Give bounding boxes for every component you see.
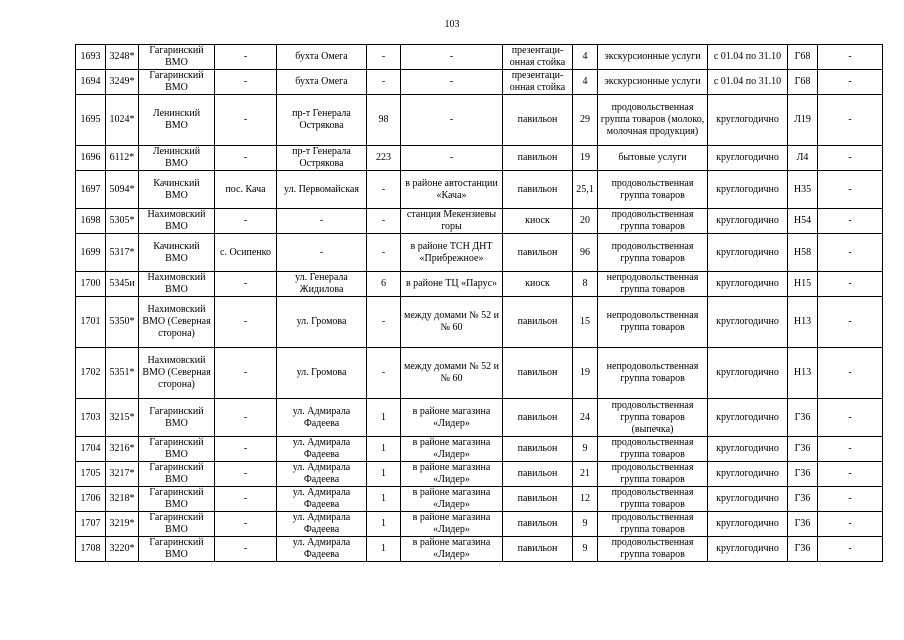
- cell-object-type: павильон: [503, 487, 573, 512]
- cell-code: 3219*: [106, 512, 139, 537]
- cell-landmark: станция Мекензиевы горы: [401, 209, 503, 234]
- cell-specialization: продовольственная группа товаров: [598, 234, 708, 272]
- cell-district: Нахимовский ВМО: [139, 272, 215, 297]
- cell-specialization: экскурсионные услуги: [598, 45, 708, 70]
- cell-object-type: павильон: [503, 512, 573, 537]
- cell-specialization: продовольственная группа товаров: [598, 512, 708, 537]
- table-row: [76, 234, 883, 272]
- cell-street: -: [277, 209, 367, 234]
- cell-code: 5317*: [106, 234, 139, 272]
- cell-code: 6112*: [106, 146, 139, 171]
- cell-code: 3248*: [106, 45, 139, 70]
- cell-note: -: [818, 70, 883, 95]
- cell-landmark: в районе магазина «Лидер»: [401, 537, 503, 562]
- cell-settlement: -: [215, 348, 277, 399]
- cell-scheme: Н58: [788, 234, 818, 272]
- cell-period: круглогодично: [708, 171, 788, 209]
- cell-period: круглогодично: [708, 272, 788, 297]
- cell-settlement: -: [215, 462, 277, 487]
- table-row: [76, 297, 883, 348]
- cell-code: 5350*: [106, 297, 139, 348]
- cell-district: Гагаринский ВМО: [139, 537, 215, 562]
- cell-settlement: -: [215, 146, 277, 171]
- cell-note: -: [818, 146, 883, 171]
- cell-house: 1: [367, 462, 401, 487]
- cell-scheme: Г36: [788, 399, 818, 437]
- cell-specialization: продовольственная группа товаров: [598, 437, 708, 462]
- cell-area: 19: [573, 348, 598, 399]
- cell-area: 19: [573, 146, 598, 171]
- cell-period: с 01.04 по 31.10: [708, 45, 788, 70]
- cell-specialization: продовольственная группа товаров: [598, 537, 708, 562]
- cell-street: ул. Громова: [277, 297, 367, 348]
- cell-settlement: -: [215, 512, 277, 537]
- cell-area: 4: [573, 70, 598, 95]
- cell-street: пр-т Генерала Острякова: [277, 95, 367, 146]
- cell-num: 1703: [76, 399, 106, 437]
- cell-specialization: продовольственная группа товаров: [598, 171, 708, 209]
- cell-house: -: [367, 209, 401, 234]
- cell-landmark: в районе ТСН ДНТ «Прибрежное»: [401, 234, 503, 272]
- cell-district: Качинский ВМО: [139, 234, 215, 272]
- cell-code: 3215*: [106, 399, 139, 437]
- cell-object-type: павильон: [503, 146, 573, 171]
- cell-settlement: -: [215, 70, 277, 95]
- table-row: [76, 348, 883, 399]
- cell-settlement: -: [215, 209, 277, 234]
- table-row: [76, 399, 883, 437]
- cell-house: 1: [367, 399, 401, 437]
- cell-num: 1694: [76, 70, 106, 95]
- cell-num: 1700: [76, 272, 106, 297]
- cell-period: с 01.04 по 31.10: [708, 70, 788, 95]
- cell-house: -: [367, 348, 401, 399]
- cell-object-type: киоск: [503, 209, 573, 234]
- cell-note: -: [818, 437, 883, 462]
- cell-landmark: в районе магазина «Лидер»: [401, 512, 503, 537]
- cell-area: 15: [573, 297, 598, 348]
- cell-landmark: в районе ТЦ «Парус»: [401, 272, 503, 297]
- cell-district: Нахимовский ВМО (Северная сторона): [139, 297, 215, 348]
- cell-district: Гагаринский ВМО: [139, 462, 215, 487]
- table-row: [76, 70, 883, 95]
- cell-period: круглогодично: [708, 512, 788, 537]
- cell-num: 1693: [76, 45, 106, 70]
- cell-note: -: [818, 272, 883, 297]
- cell-district: Гагаринский ВМО: [139, 70, 215, 95]
- cell-house: 98: [367, 95, 401, 146]
- cell-street: ул. Адмирала Фадеева: [277, 437, 367, 462]
- cell-scheme: Л4: [788, 146, 818, 171]
- cell-note: -: [818, 399, 883, 437]
- cell-street: пр-т Генерала Острякова: [277, 146, 367, 171]
- cell-house: -: [367, 70, 401, 95]
- cell-landmark: -: [401, 70, 503, 95]
- cell-object-type: павильон: [503, 537, 573, 562]
- cell-specialization: продовольственная группа товаров (молоко, молочная продукция): [598, 95, 708, 146]
- table-row: [76, 209, 883, 234]
- cell-code: 5345и: [106, 272, 139, 297]
- cell-street: ул. Громова: [277, 348, 367, 399]
- table-row: [76, 171, 883, 209]
- table-row: [76, 512, 883, 537]
- cell-specialization: продовольственная группа товаров: [598, 462, 708, 487]
- cell-code: 5094*: [106, 171, 139, 209]
- cell-specialization: непродовольственная группа товаров: [598, 272, 708, 297]
- cell-scheme: Г36: [788, 437, 818, 462]
- cell-object-type: павильон: [503, 297, 573, 348]
- cell-period: круглогодично: [708, 462, 788, 487]
- cell-object-type: павильон: [503, 437, 573, 462]
- cell-period: круглогодично: [708, 487, 788, 512]
- cell-object-type: презентаци-онная стойка: [503, 70, 573, 95]
- cell-note: -: [818, 234, 883, 272]
- cell-district: Гагаринский ВМО: [139, 437, 215, 462]
- cell-period: круглогодично: [708, 234, 788, 272]
- cell-code: 3216*: [106, 437, 139, 462]
- cell-district: Ленинский ВМО: [139, 95, 215, 146]
- cell-house: 1: [367, 437, 401, 462]
- table-row: [76, 146, 883, 171]
- cell-num: 1706: [76, 487, 106, 512]
- cell-settlement: -: [215, 45, 277, 70]
- cell-house: 6: [367, 272, 401, 297]
- cell-house: 223: [367, 146, 401, 171]
- cell-num: 1702: [76, 348, 106, 399]
- cell-scheme: Г36: [788, 487, 818, 512]
- cell-district: Гагаринский ВМО: [139, 45, 215, 70]
- cell-specialization: продовольственная группа товаров (выпечка): [598, 399, 708, 437]
- cell-street: бухта Омега: [277, 45, 367, 70]
- cell-settlement: с. Осипенко: [215, 234, 277, 272]
- cell-note: -: [818, 209, 883, 234]
- cell-num: 1708: [76, 537, 106, 562]
- cell-code: 5305*: [106, 209, 139, 234]
- table-row: [76, 437, 883, 462]
- cell-code: 5351*: [106, 348, 139, 399]
- cell-area: 9: [573, 512, 598, 537]
- cell-area: 29: [573, 95, 598, 146]
- cell-area: 20: [573, 209, 598, 234]
- cell-house: -: [367, 171, 401, 209]
- cell-note: -: [818, 462, 883, 487]
- table-row: [76, 95, 883, 146]
- cell-period: круглогодично: [708, 95, 788, 146]
- registry-table: [75, 44, 883, 562]
- cell-period: круглогодично: [708, 537, 788, 562]
- cell-num: 1707: [76, 512, 106, 537]
- cell-house: -: [367, 234, 401, 272]
- cell-note: -: [818, 487, 883, 512]
- cell-period: круглогодично: [708, 297, 788, 348]
- cell-area: 21: [573, 462, 598, 487]
- cell-note: -: [818, 512, 883, 537]
- cell-house: -: [367, 45, 401, 70]
- cell-scheme: Г68: [788, 45, 818, 70]
- cell-scheme: Г36: [788, 537, 818, 562]
- cell-object-type: павильон: [503, 399, 573, 437]
- cell-street: бухта Омега: [277, 70, 367, 95]
- cell-period: круглогодично: [708, 146, 788, 171]
- cell-object-type: киоск: [503, 272, 573, 297]
- cell-district: Гагаринский ВМО: [139, 399, 215, 437]
- cell-settlement: -: [215, 487, 277, 512]
- cell-street: ул. Адмирала Фадеева: [277, 399, 367, 437]
- cell-object-type: павильон: [503, 348, 573, 399]
- cell-note: -: [818, 537, 883, 562]
- cell-street: ул. Генерала Жидилова: [277, 272, 367, 297]
- cell-object-type: павильон: [503, 171, 573, 209]
- cell-district: Гагаринский ВМО: [139, 512, 215, 537]
- cell-street: ул. Адмирала Фадеева: [277, 487, 367, 512]
- cell-scheme: Н35: [788, 171, 818, 209]
- cell-landmark: в районе магазина «Лидер»: [401, 487, 503, 512]
- cell-house: 1: [367, 487, 401, 512]
- cell-area: 96: [573, 234, 598, 272]
- cell-scheme: Г68: [788, 70, 818, 95]
- cell-specialization: экскурсионные услуги: [598, 70, 708, 95]
- cell-period: круглогодично: [708, 209, 788, 234]
- cell-landmark: -: [401, 45, 503, 70]
- cell-landmark: между домами № 52 и № 60: [401, 297, 503, 348]
- cell-scheme: Н15: [788, 272, 818, 297]
- cell-object-type: павильон: [503, 95, 573, 146]
- cell-area: 4: [573, 45, 598, 70]
- cell-object-type: павильон: [503, 234, 573, 272]
- cell-street: -: [277, 234, 367, 272]
- cell-specialization: непродовольственная группа товаров: [598, 348, 708, 399]
- cell-object-type: павильон: [503, 462, 573, 487]
- cell-landmark: -: [401, 146, 503, 171]
- cell-note: -: [818, 95, 883, 146]
- cell-num: 1698: [76, 209, 106, 234]
- table-row: [76, 272, 883, 297]
- cell-scheme: Г36: [788, 462, 818, 487]
- cell-street: ул. Адмирала Фадеева: [277, 537, 367, 562]
- cell-street: ул. Первомайская: [277, 171, 367, 209]
- cell-settlement: -: [215, 399, 277, 437]
- cell-settlement: пос. Кача: [215, 171, 277, 209]
- cell-specialization: непродовольственная группа товаров: [598, 297, 708, 348]
- cell-settlement: -: [215, 95, 277, 146]
- table-row: [76, 487, 883, 512]
- cell-code: 1024*: [106, 95, 139, 146]
- cell-street: ул. Адмирала Фадеева: [277, 462, 367, 487]
- cell-landmark: в районе магазина «Лидер»: [401, 462, 503, 487]
- cell-scheme: Н54: [788, 209, 818, 234]
- cell-scheme: Г36: [788, 512, 818, 537]
- cell-specialization: бытовые услуги: [598, 146, 708, 171]
- cell-num: 1699: [76, 234, 106, 272]
- cell-note: -: [818, 45, 883, 70]
- cell-landmark: в районе автостанции «Кача»: [401, 171, 503, 209]
- cell-area: 25,1: [573, 171, 598, 209]
- cell-house: 1: [367, 537, 401, 562]
- cell-settlement: -: [215, 272, 277, 297]
- cell-district: Ленинский ВМО: [139, 146, 215, 171]
- cell-area: 8: [573, 272, 598, 297]
- cell-landmark: в районе магазина «Лидер»: [401, 399, 503, 437]
- cell-period: круглогодично: [708, 348, 788, 399]
- cell-period: круглогодично: [708, 399, 788, 437]
- cell-period: круглогодично: [708, 437, 788, 462]
- registry-body: [76, 45, 883, 562]
- cell-district: Гагаринский ВМО: [139, 487, 215, 512]
- cell-area: 24: [573, 399, 598, 437]
- cell-note: -: [818, 297, 883, 348]
- table-row: [76, 45, 883, 70]
- table-row: [76, 537, 883, 562]
- cell-scheme: Л19: [788, 95, 818, 146]
- table-row: [76, 462, 883, 487]
- cell-code: 3220*: [106, 537, 139, 562]
- cell-code: 3217*: [106, 462, 139, 487]
- cell-landmark: между домами № 52 и № 60: [401, 348, 503, 399]
- cell-specialization: продовольственная группа товаров: [598, 209, 708, 234]
- cell-object-type: презентаци-онная стойка: [503, 45, 573, 70]
- cell-code: 3249*: [106, 70, 139, 95]
- cell-scheme: Н13: [788, 297, 818, 348]
- cell-settlement: -: [215, 297, 277, 348]
- cell-district: Нахимовский ВМО (Северная сторона): [139, 348, 215, 399]
- cell-num: 1701: [76, 297, 106, 348]
- cell-district: Качинский ВМО: [139, 171, 215, 209]
- cell-note: -: [818, 171, 883, 209]
- cell-scheme: Н13: [788, 348, 818, 399]
- cell-area: 12: [573, 487, 598, 512]
- cell-num: 1705: [76, 462, 106, 487]
- cell-num: 1696: [76, 146, 106, 171]
- cell-area: 9: [573, 437, 598, 462]
- cell-district: Нахимовский ВМО: [139, 209, 215, 234]
- cell-num: 1697: [76, 171, 106, 209]
- cell-house: -: [367, 297, 401, 348]
- cell-settlement: -: [215, 537, 277, 562]
- cell-settlement: -: [215, 437, 277, 462]
- cell-street: ул. Адмирала Фадеева: [277, 512, 367, 537]
- cell-num: 1695: [76, 95, 106, 146]
- cell-code: 3218*: [106, 487, 139, 512]
- cell-house: 1: [367, 512, 401, 537]
- cell-num: 1704: [76, 437, 106, 462]
- cell-landmark: -: [401, 95, 503, 146]
- cell-note: -: [818, 348, 883, 399]
- cell-area: 9: [573, 537, 598, 562]
- page-number: 103: [444, 19, 460, 30]
- cell-specialization: продовольственная группа товаров: [598, 487, 708, 512]
- cell-landmark: в районе магазина «Лидер»: [401, 437, 503, 462]
